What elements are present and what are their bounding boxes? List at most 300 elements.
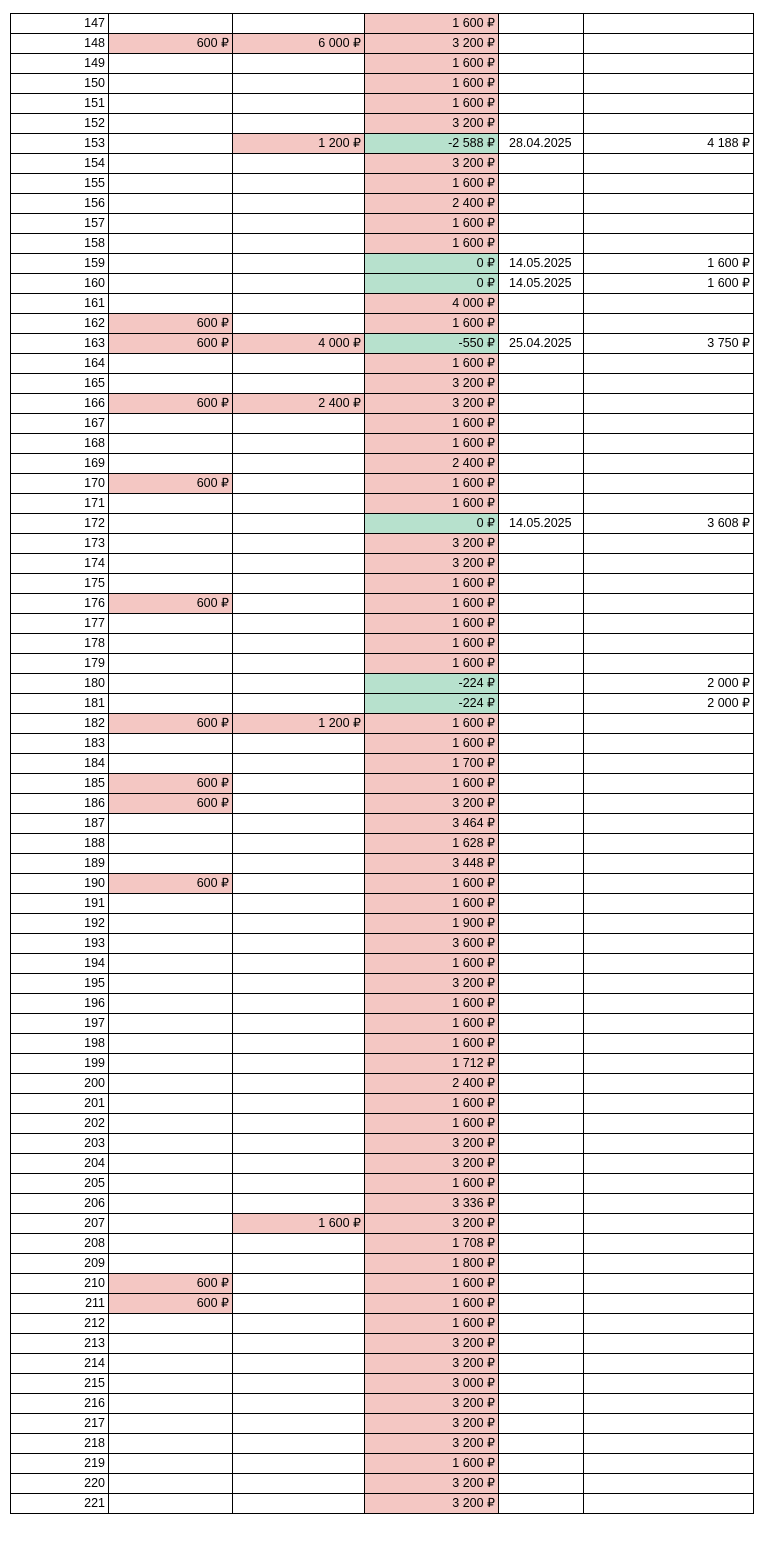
date-cell[interactable] — [499, 994, 584, 1014]
date-cell[interactable] — [499, 574, 584, 594]
row-number-cell[interactable]: 189 — [11, 854, 109, 874]
date-cell[interactable] — [499, 1114, 584, 1134]
deduction-cell[interactable] — [109, 1254, 233, 1274]
amount-cell[interactable] — [584, 594, 754, 614]
deduction-cell[interactable]: 600 ₽ — [109, 314, 233, 334]
row-number-cell[interactable]: 184 — [11, 754, 109, 774]
amount-cell[interactable] — [584, 1434, 754, 1454]
date-cell[interactable] — [499, 1334, 584, 1354]
deduction-cell[interactable] — [109, 1234, 233, 1254]
balance-cell[interactable]: 3 448 ₽ — [365, 854, 499, 874]
balance-cell[interactable]: 1 600 ₽ — [365, 574, 499, 594]
date-cell[interactable] — [499, 1254, 584, 1274]
row-number-cell[interactable]: 187 — [11, 814, 109, 834]
amount-cell[interactable] — [584, 894, 754, 914]
payment-cell[interactable] — [233, 1194, 365, 1214]
payment-cell[interactable] — [233, 1134, 365, 1154]
payment-cell[interactable] — [233, 1014, 365, 1034]
balance-cell[interactable]: 1 600 ₽ — [365, 54, 499, 74]
amount-cell[interactable]: 2 000 ₽ — [584, 694, 754, 714]
deduction-cell[interactable] — [109, 534, 233, 554]
row-number-cell[interactable]: 186 — [11, 794, 109, 814]
deduction-cell[interactable] — [109, 754, 233, 774]
balance-cell[interactable]: 3 200 ₽ — [365, 374, 499, 394]
date-cell[interactable] — [499, 1194, 584, 1214]
deduction-cell[interactable]: 600 ₽ — [109, 714, 233, 734]
balance-cell[interactable]: 1 600 ₽ — [365, 954, 499, 974]
balance-cell[interactable]: 3 200 ₽ — [365, 1434, 499, 1454]
payment-cell[interactable] — [233, 274, 365, 294]
deduction-cell[interactable] — [109, 174, 233, 194]
row-number-cell[interactable]: 185 — [11, 774, 109, 794]
deduction-cell[interactable] — [109, 614, 233, 634]
row-number-cell[interactable]: 213 — [11, 1334, 109, 1354]
date-cell[interactable] — [499, 1274, 584, 1294]
row-number-cell[interactable]: 174 — [11, 554, 109, 574]
payment-cell[interactable] — [233, 514, 365, 534]
balance-cell[interactable]: 3 600 ₽ — [365, 934, 499, 954]
payment-cell[interactable] — [233, 154, 365, 174]
balance-cell[interactable]: 1 600 ₽ — [365, 994, 499, 1014]
payment-cell[interactable]: 6 000 ₽ — [233, 34, 365, 54]
date-cell[interactable] — [499, 1474, 584, 1494]
amount-cell[interactable] — [584, 554, 754, 574]
row-number-cell[interactable]: 199 — [11, 1054, 109, 1074]
amount-cell[interactable] — [584, 834, 754, 854]
payment-cell[interactable] — [233, 594, 365, 614]
balance-cell[interactable]: 1 700 ₽ — [365, 754, 499, 774]
date-cell[interactable] — [499, 634, 584, 654]
deduction-cell[interactable] — [109, 94, 233, 114]
deduction-cell[interactable] — [109, 1014, 233, 1034]
amount-cell[interactable] — [584, 1454, 754, 1474]
amount-cell[interactable]: 3 750 ₽ — [584, 334, 754, 354]
date-cell[interactable] — [499, 654, 584, 674]
row-number-cell[interactable]: 165 — [11, 374, 109, 394]
date-cell[interactable] — [499, 674, 584, 694]
payment-cell[interactable] — [233, 1154, 365, 1174]
date-cell[interactable] — [499, 774, 584, 794]
date-cell[interactable] — [499, 554, 584, 574]
date-cell[interactable]: 14.05.2025 — [499, 274, 584, 294]
payment-cell[interactable] — [233, 934, 365, 954]
date-cell[interactable]: 28.04.2025 — [499, 134, 584, 154]
balance-cell[interactable]: 1 600 ₽ — [365, 1034, 499, 1054]
payment-cell[interactable] — [233, 554, 365, 574]
row-number-cell[interactable]: 179 — [11, 654, 109, 674]
date-cell[interactable] — [499, 174, 584, 194]
amount-cell[interactable] — [584, 1274, 754, 1294]
amount-cell[interactable] — [584, 1334, 754, 1354]
payment-cell[interactable] — [233, 894, 365, 914]
date-cell[interactable] — [499, 754, 584, 774]
row-number-cell[interactable]: 188 — [11, 834, 109, 854]
deduction-cell[interactable] — [109, 1134, 233, 1154]
deduction-cell[interactable] — [109, 1194, 233, 1214]
date-cell[interactable] — [499, 494, 584, 514]
deduction-cell[interactable] — [109, 14, 233, 34]
amount-cell[interactable] — [584, 1494, 754, 1514]
row-number-cell[interactable]: 158 — [11, 234, 109, 254]
payment-cell[interactable] — [233, 1334, 365, 1354]
balance-cell[interactable]: 1 600 ₽ — [365, 214, 499, 234]
row-number-cell[interactable]: 221 — [11, 1494, 109, 1514]
payment-cell[interactable] — [233, 214, 365, 234]
row-number-cell[interactable]: 166 — [11, 394, 109, 414]
payment-cell[interactable] — [233, 854, 365, 874]
deduction-cell[interactable] — [109, 494, 233, 514]
date-cell[interactable] — [499, 294, 584, 314]
payment-cell[interactable] — [233, 174, 365, 194]
deduction-cell[interactable] — [109, 74, 233, 94]
payment-cell[interactable] — [233, 1274, 365, 1294]
payment-cell[interactable] — [233, 1294, 365, 1314]
row-number-cell[interactable]: 181 — [11, 694, 109, 714]
deduction-cell[interactable] — [109, 574, 233, 594]
balance-cell[interactable]: -2 588 ₽ — [365, 134, 499, 154]
date-cell[interactable] — [499, 454, 584, 474]
balance-cell[interactable]: 2 400 ₽ — [365, 1074, 499, 1094]
date-cell[interactable] — [499, 374, 584, 394]
row-number-cell[interactable]: 216 — [11, 1394, 109, 1414]
payment-cell[interactable] — [233, 1494, 365, 1514]
deduction-cell[interactable]: 600 ₽ — [109, 334, 233, 354]
balance-cell[interactable]: 1 600 ₽ — [365, 174, 499, 194]
date-cell[interactable] — [499, 1034, 584, 1054]
payment-cell[interactable] — [233, 874, 365, 894]
date-cell[interactable] — [499, 14, 584, 34]
row-number-cell[interactable]: 203 — [11, 1134, 109, 1154]
balance-cell[interactable]: -224 ₽ — [365, 694, 499, 714]
amount-cell[interactable] — [584, 374, 754, 394]
payment-cell[interactable] — [233, 1074, 365, 1094]
date-cell[interactable]: 14.05.2025 — [499, 514, 584, 534]
deduction-cell[interactable]: 600 ₽ — [109, 474, 233, 494]
deduction-cell[interactable] — [109, 854, 233, 874]
payment-cell[interactable] — [233, 754, 365, 774]
amount-cell[interactable] — [584, 214, 754, 234]
date-cell[interactable] — [499, 1354, 584, 1374]
date-cell[interactable] — [499, 1214, 584, 1234]
payment-cell[interactable] — [233, 634, 365, 654]
payment-cell[interactable] — [233, 694, 365, 714]
row-number-cell[interactable]: 167 — [11, 414, 109, 434]
deduction-cell[interactable] — [109, 934, 233, 954]
date-cell[interactable] — [499, 594, 584, 614]
deduction-cell[interactable] — [109, 374, 233, 394]
amount-cell[interactable] — [584, 234, 754, 254]
row-number-cell[interactable]: 160 — [11, 274, 109, 294]
date-cell[interactable] — [499, 474, 584, 494]
date-cell[interactable] — [499, 414, 584, 434]
deduction-cell[interactable] — [109, 274, 233, 294]
row-number-cell[interactable]: 196 — [11, 994, 109, 1014]
deduction-cell[interactable] — [109, 914, 233, 934]
deduction-cell[interactable]: 600 ₽ — [109, 774, 233, 794]
payment-cell[interactable] — [233, 1414, 365, 1434]
deduction-cell[interactable] — [109, 154, 233, 174]
payment-cell[interactable] — [233, 1474, 365, 1494]
date-cell[interactable] — [499, 214, 584, 234]
payment-cell[interactable] — [233, 414, 365, 434]
amount-cell[interactable] — [584, 494, 754, 514]
balance-cell[interactable]: 1 628 ₽ — [365, 834, 499, 854]
balance-cell[interactable]: 3 200 ₽ — [365, 154, 499, 174]
amount-cell[interactable] — [584, 294, 754, 314]
deduction-cell[interactable] — [109, 1314, 233, 1334]
date-cell[interactable] — [499, 614, 584, 634]
balance-cell[interactable]: 1 600 ₽ — [365, 1094, 499, 1114]
date-cell[interactable] — [499, 874, 584, 894]
row-number-cell[interactable]: 178 — [11, 634, 109, 654]
amount-cell[interactable] — [584, 1374, 754, 1394]
deduction-cell[interactable] — [109, 1154, 233, 1174]
row-number-cell[interactable]: 180 — [11, 674, 109, 694]
payment-cell[interactable] — [233, 1254, 365, 1274]
deduction-cell[interactable] — [109, 454, 233, 474]
row-number-cell[interactable]: 182 — [11, 714, 109, 734]
payment-cell[interactable] — [233, 254, 365, 274]
deduction-cell[interactable]: 600 ₽ — [109, 1294, 233, 1314]
deduction-cell[interactable]: 600 ₽ — [109, 394, 233, 414]
date-cell[interactable] — [499, 34, 584, 54]
amount-cell[interactable] — [584, 1314, 754, 1334]
balance-cell[interactable]: -224 ₽ — [365, 674, 499, 694]
deduction-cell[interactable] — [109, 1354, 233, 1374]
payment-cell[interactable] — [233, 54, 365, 74]
date-cell[interactable] — [499, 1494, 584, 1514]
amount-cell[interactable] — [584, 354, 754, 374]
payment-cell[interactable] — [233, 674, 365, 694]
payment-cell[interactable] — [233, 834, 365, 854]
row-number-cell[interactable]: 155 — [11, 174, 109, 194]
date-cell[interactable] — [499, 1014, 584, 1034]
balance-cell[interactable]: 1 712 ₽ — [365, 1054, 499, 1074]
payment-cell[interactable] — [233, 914, 365, 934]
row-number-cell[interactable]: 204 — [11, 1154, 109, 1174]
balance-cell[interactable]: 2 400 ₽ — [365, 194, 499, 214]
row-number-cell[interactable]: 152 — [11, 114, 109, 134]
payment-cell[interactable] — [233, 114, 365, 134]
amount-cell[interactable] — [584, 814, 754, 834]
amount-cell[interactable] — [584, 1254, 754, 1274]
amount-cell[interactable] — [584, 1474, 754, 1494]
payment-cell[interactable] — [233, 814, 365, 834]
date-cell[interactable] — [499, 234, 584, 254]
row-number-cell[interactable]: 156 — [11, 194, 109, 214]
balance-cell[interactable]: 3 000 ₽ — [365, 1374, 499, 1394]
row-number-cell[interactable]: 201 — [11, 1094, 109, 1114]
amount-cell[interactable] — [584, 174, 754, 194]
row-number-cell[interactable]: 198 — [11, 1034, 109, 1054]
deduction-cell[interactable] — [109, 654, 233, 674]
amount-cell[interactable] — [584, 1174, 754, 1194]
date-cell[interactable] — [499, 1414, 584, 1434]
balance-cell[interactable]: 3 200 ₽ — [365, 534, 499, 554]
balance-cell[interactable]: 1 600 ₽ — [365, 94, 499, 114]
row-number-cell[interactable]: 177 — [11, 614, 109, 634]
row-number-cell[interactable]: 217 — [11, 1414, 109, 1434]
payment-cell[interactable]: 2 400 ₽ — [233, 394, 365, 414]
row-number-cell[interactable]: 169 — [11, 454, 109, 474]
balance-cell[interactable]: 1 600 ₽ — [365, 1114, 499, 1134]
payment-cell[interactable] — [233, 454, 365, 474]
payment-cell[interactable] — [233, 774, 365, 794]
row-number-cell[interactable]: 154 — [11, 154, 109, 174]
balance-cell[interactable]: 1 600 ₽ — [365, 1294, 499, 1314]
deduction-cell[interactable] — [109, 294, 233, 314]
row-number-cell[interactable]: 147 — [11, 14, 109, 34]
row-number-cell[interactable]: 164 — [11, 354, 109, 374]
date-cell[interactable] — [499, 914, 584, 934]
payment-cell[interactable] — [233, 534, 365, 554]
row-number-cell[interactable]: 193 — [11, 934, 109, 954]
date-cell[interactable] — [499, 1154, 584, 1174]
amount-cell[interactable] — [584, 94, 754, 114]
balance-cell[interactable]: 1 600 ₽ — [365, 354, 499, 374]
payment-cell[interactable] — [233, 1234, 365, 1254]
balance-cell[interactable]: 1 600 ₽ — [365, 634, 499, 654]
row-number-cell[interactable]: 183 — [11, 734, 109, 754]
deduction-cell[interactable] — [109, 254, 233, 274]
row-number-cell[interactable]: 208 — [11, 1234, 109, 1254]
row-number-cell[interactable]: 194 — [11, 954, 109, 974]
deduction-cell[interactable] — [109, 674, 233, 694]
date-cell[interactable] — [499, 694, 584, 714]
balance-cell[interactable]: 1 600 ₽ — [365, 1174, 499, 1194]
amount-cell[interactable]: 1 600 ₽ — [584, 274, 754, 294]
date-cell[interactable] — [499, 934, 584, 954]
date-cell[interactable] — [499, 434, 584, 454]
row-number-cell[interactable]: 205 — [11, 1174, 109, 1194]
date-cell[interactable] — [499, 734, 584, 754]
amount-cell[interactable] — [584, 574, 754, 594]
date-cell[interactable] — [499, 1294, 584, 1314]
amount-cell[interactable] — [584, 1134, 754, 1154]
balance-cell[interactable]: 3 200 ₽ — [365, 1354, 499, 1374]
deduction-cell[interactable] — [109, 1214, 233, 1234]
balance-cell[interactable]: 4 000 ₽ — [365, 294, 499, 314]
row-number-cell[interactable]: 197 — [11, 1014, 109, 1034]
deduction-cell[interactable] — [109, 1434, 233, 1454]
deduction-cell[interactable] — [109, 214, 233, 234]
row-number-cell[interactable]: 171 — [11, 494, 109, 514]
balance-cell[interactable]: 3 200 ₽ — [365, 974, 499, 994]
row-number-cell[interactable]: 210 — [11, 1274, 109, 1294]
balance-cell[interactable]: 1 600 ₽ — [365, 14, 499, 34]
date-cell[interactable] — [499, 1134, 584, 1154]
date-cell[interactable] — [499, 534, 584, 554]
deduction-cell[interactable] — [109, 194, 233, 214]
balance-cell[interactable]: 1 600 ₽ — [365, 614, 499, 634]
deduction-cell[interactable] — [109, 1114, 233, 1134]
payment-cell[interactable] — [233, 1434, 365, 1454]
amount-cell[interactable] — [584, 874, 754, 894]
balance-cell[interactable]: 3 200 ₽ — [365, 1134, 499, 1154]
payment-cell[interactable] — [233, 1354, 365, 1374]
balance-cell[interactable]: 1 600 ₽ — [365, 474, 499, 494]
amount-cell[interactable] — [584, 1214, 754, 1234]
balance-cell[interactable]: 1 600 ₽ — [365, 234, 499, 254]
amount-cell[interactable] — [584, 1394, 754, 1414]
date-cell[interactable] — [499, 714, 584, 734]
row-number-cell[interactable]: 150 — [11, 74, 109, 94]
date-cell[interactable] — [499, 114, 584, 134]
amount-cell[interactable] — [584, 1114, 754, 1134]
row-number-cell[interactable]: 218 — [11, 1434, 109, 1454]
payment-cell[interactable] — [233, 1454, 365, 1474]
row-number-cell[interactable]: 215 — [11, 1374, 109, 1394]
amount-cell[interactable] — [584, 54, 754, 74]
date-cell[interactable] — [499, 1374, 584, 1394]
row-number-cell[interactable]: 219 — [11, 1454, 109, 1474]
row-number-cell[interactable]: 168 — [11, 434, 109, 454]
deduction-cell[interactable]: 600 ₽ — [109, 794, 233, 814]
deduction-cell[interactable] — [109, 1174, 233, 1194]
deduction-cell[interactable] — [109, 1074, 233, 1094]
balance-cell[interactable]: 1 800 ₽ — [365, 1254, 499, 1274]
deduction-cell[interactable]: 600 ₽ — [109, 34, 233, 54]
payment-cell[interactable] — [233, 434, 365, 454]
balance-cell[interactable]: 3 200 ₽ — [365, 794, 499, 814]
payment-cell[interactable] — [233, 354, 365, 374]
payment-cell[interactable] — [233, 14, 365, 34]
date-cell[interactable] — [499, 794, 584, 814]
date-cell[interactable] — [499, 1454, 584, 1474]
payment-cell[interactable] — [233, 474, 365, 494]
deduction-cell[interactable] — [109, 954, 233, 974]
balance-cell[interactable]: 1 600 ₽ — [365, 414, 499, 434]
deduction-cell[interactable] — [109, 234, 233, 254]
payment-cell[interactable] — [233, 1094, 365, 1114]
amount-cell[interactable] — [584, 754, 754, 774]
amount-cell[interactable] — [584, 854, 754, 874]
amount-cell[interactable] — [584, 154, 754, 174]
balance-cell[interactable]: 3 464 ₽ — [365, 814, 499, 834]
deduction-cell[interactable] — [109, 814, 233, 834]
balance-cell[interactable]: 1 600 ₽ — [365, 314, 499, 334]
balance-cell[interactable]: 3 200 ₽ — [365, 1214, 499, 1234]
balance-cell[interactable]: 1 600 ₽ — [365, 594, 499, 614]
amount-cell[interactable] — [584, 1354, 754, 1374]
payment-cell[interactable] — [233, 374, 365, 394]
row-number-cell[interactable]: 220 — [11, 1474, 109, 1494]
row-number-cell[interactable]: 207 — [11, 1214, 109, 1234]
row-number-cell[interactable]: 191 — [11, 894, 109, 914]
payment-cell[interactable] — [233, 94, 365, 114]
balance-cell[interactable]: 1 600 ₽ — [365, 1014, 499, 1034]
balance-cell[interactable]: 3 200 ₽ — [365, 1394, 499, 1414]
balance-cell[interactable]: 3 200 ₽ — [365, 1154, 499, 1174]
date-cell[interactable] — [499, 354, 584, 374]
amount-cell[interactable] — [584, 394, 754, 414]
amount-cell[interactable]: 3 608 ₽ — [584, 514, 754, 534]
date-cell[interactable]: 25.04.2025 — [499, 334, 584, 354]
amount-cell[interactable] — [584, 654, 754, 674]
row-number-cell[interactable]: 176 — [11, 594, 109, 614]
row-number-cell[interactable]: 148 — [11, 34, 109, 54]
balance-cell[interactable]: 3 200 ₽ — [365, 1414, 499, 1434]
row-number-cell[interactable]: 157 — [11, 214, 109, 234]
amount-cell[interactable] — [584, 934, 754, 954]
row-number-cell[interactable]: 212 — [11, 1314, 109, 1334]
payment-cell[interactable] — [233, 954, 365, 974]
deduction-cell[interactable] — [109, 1094, 233, 1114]
deduction-cell[interactable] — [109, 54, 233, 74]
balance-cell[interactable]: 3 200 ₽ — [365, 1494, 499, 1514]
deduction-cell[interactable] — [109, 434, 233, 454]
amount-cell[interactable] — [584, 1094, 754, 1114]
